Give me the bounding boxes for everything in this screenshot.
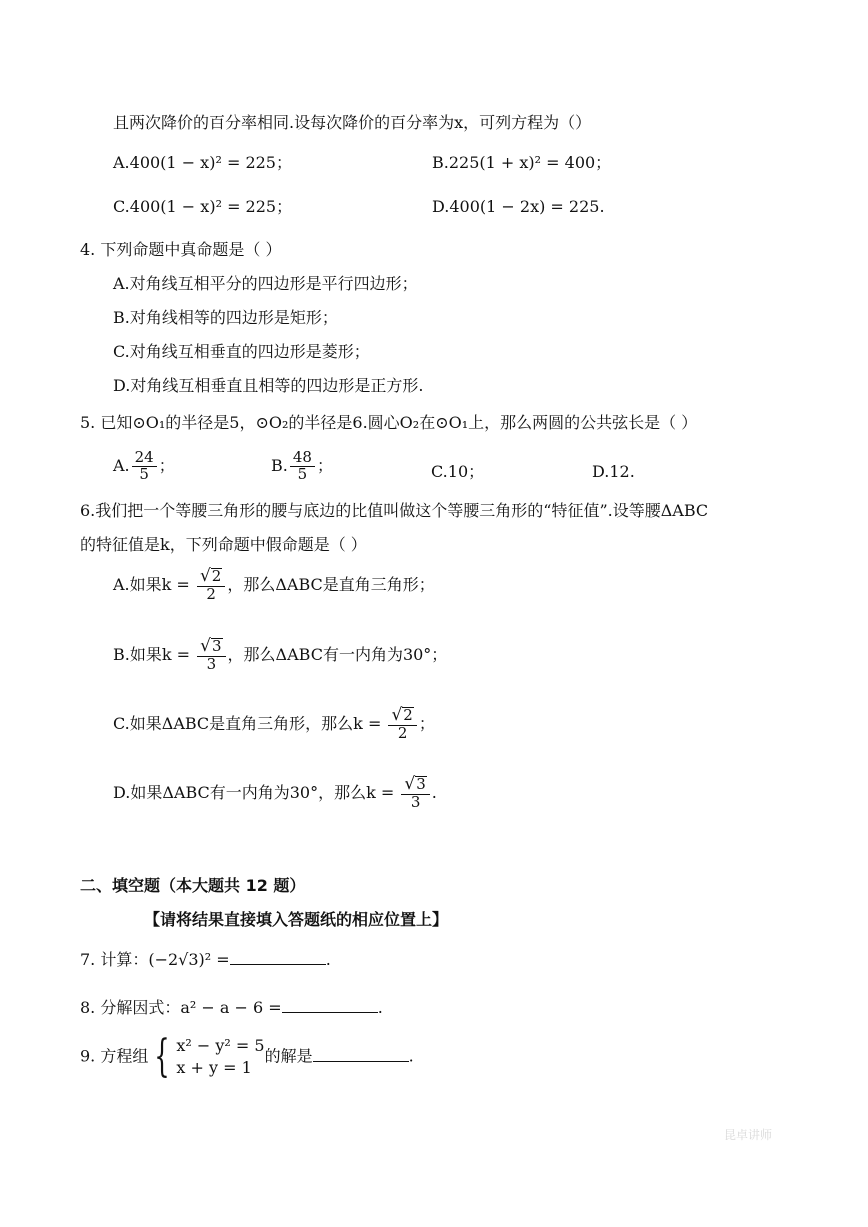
section-2-instruction: 【请将结果直接填入答题纸的相应位置上】	[144, 910, 449, 929]
q9-label: 9. 方程组	[80, 1046, 149, 1066]
q6-c-denominator: 2	[397, 723, 408, 742]
q6-d-pre: D.如果ΔABC有一内角为30°，那么k =	[113, 782, 395, 802]
q9-equation-1: x² − y² = 5	[176, 1036, 265, 1056]
q6-b-pre: B.如果k =	[113, 644, 191, 664]
q6-a-radicand: 2	[211, 567, 222, 585]
q6-c-post: ；	[418, 713, 435, 733]
q4-option-d: D.对角线互相垂直且相等的四边形是正方形.	[113, 376, 424, 395]
q4-option-b: B.对角线相等的四边形是矩形；	[113, 308, 338, 327]
q6-option-c	[113, 707, 435, 742]
q6-d-radicand: 3	[416, 775, 426, 793]
q9-system	[176, 1035, 264, 1078]
q6-stem-line1: 6.我们把一个等腰三角形的腰与底边的比值叫做这个等腰三角形的“特征值”.设等腰ΔABC	[80, 501, 709, 520]
q5-a-label: A.	[113, 455, 130, 475]
q5-stem: 5. 已知⊙O₁的半径是5，⊙O₂的半径是6.圆心O₂在⊙O₁上，那么两圆的公共弦长是（ ）	[80, 413, 698, 432]
q5-option-d: D.12.	[592, 462, 635, 481]
q6-option-d	[113, 776, 437, 811]
q8-expression: 8. 分解因式：a² − a − 6 =	[80, 998, 282, 1017]
q5-option-c: C.10；	[431, 462, 485, 481]
q5-b-tail: ；	[316, 455, 333, 475]
q5-b-label: B.	[271, 455, 288, 475]
q3-option-c: C.400(1 − x)² = 225；	[113, 197, 293, 216]
q6-a-fraction: √ 2 2	[197, 568, 225, 603]
q6-b-fraction: √ 3 3	[197, 638, 225, 673]
q6-d-post: .	[431, 782, 437, 802]
q6-d-fraction: √ 3 3	[401, 776, 429, 811]
q9-mid: 的解是	[264, 1046, 313, 1066]
q6-d-denominator: 3	[410, 792, 421, 811]
q5-b-fraction	[290, 450, 315, 483]
q9-brace: {	[154, 1031, 171, 1082]
q9-period: .	[408, 1046, 414, 1066]
q6-b-denominator: 3	[206, 654, 217, 673]
section-2-title: 二、填空题（本大题共 12 题）	[80, 876, 306, 895]
q6-b-post: ，那么ΔABC有一内角为30°；	[227, 644, 448, 664]
q5-option-a	[113, 450, 175, 483]
q8-period: .	[377, 998, 383, 1017]
q8-answer-blank[interactable]	[282, 998, 378, 1013]
q4-stem: 4. 下列命题中真命题是（ ）	[80, 240, 282, 259]
q7	[80, 950, 331, 969]
q6-a-pre: A.如果k =	[113, 574, 190, 594]
q6-stem-line2: 的特征值是k，下列命题中假命题是（ ）	[80, 535, 367, 554]
q7-answer-blank[interactable]	[230, 950, 326, 965]
q6-c-fraction: √ 2 2	[388, 707, 416, 742]
q7-expression: 7. 计算：(−2√3)² =	[80, 950, 230, 969]
q5-b-numerator: 48	[290, 450, 315, 467]
q8	[80, 998, 383, 1017]
q3-option-d: D.400(1 − 2x) = 225.	[432, 197, 605, 216]
q6-c-radicand: 2	[403, 706, 413, 724]
q3-stem: 且两次降价的百分率相同.设每次降价的百分率为x，可列方程为（）	[113, 113, 592, 132]
q6-c-pre: C.如果ΔABC是直角三角形，那么k =	[113, 713, 382, 733]
q6-a-denominator: 2	[206, 584, 216, 603]
q5-b-denominator: 5	[297, 464, 308, 483]
q5-a-denominator: 5	[139, 464, 149, 483]
q4-option-a: A.对角线互相平分的四边形是平行四边形；	[113, 274, 418, 293]
q6-a-post: ，那么ΔABC是直角三角形；	[227, 574, 435, 594]
q9-equation-2: x + y = 1	[176, 1058, 252, 1077]
q6-b-radicand: 3	[211, 637, 222, 655]
q3-option-a: A.400(1 − x)² = 225；	[113, 153, 292, 172]
q5-option-b	[271, 450, 333, 483]
q3-option-b: B.225(1 + x)² = 400；	[432, 153, 612, 172]
q6-option-a	[113, 568, 435, 603]
q6-option-b	[113, 638, 447, 673]
q7-period: .	[325, 950, 331, 969]
q4-option-c: C.对角线互相垂直的四边形是菱形；	[113, 342, 370, 361]
q9-answer-blank[interactable]	[313, 1047, 409, 1062]
q9	[80, 1031, 414, 1082]
q5-a-numerator: 24	[132, 450, 157, 467]
watermark: 昆卓讲师	[724, 1128, 773, 1142]
q5-a-fraction	[132, 450, 157, 483]
q5-a-tail: ；	[158, 455, 175, 475]
